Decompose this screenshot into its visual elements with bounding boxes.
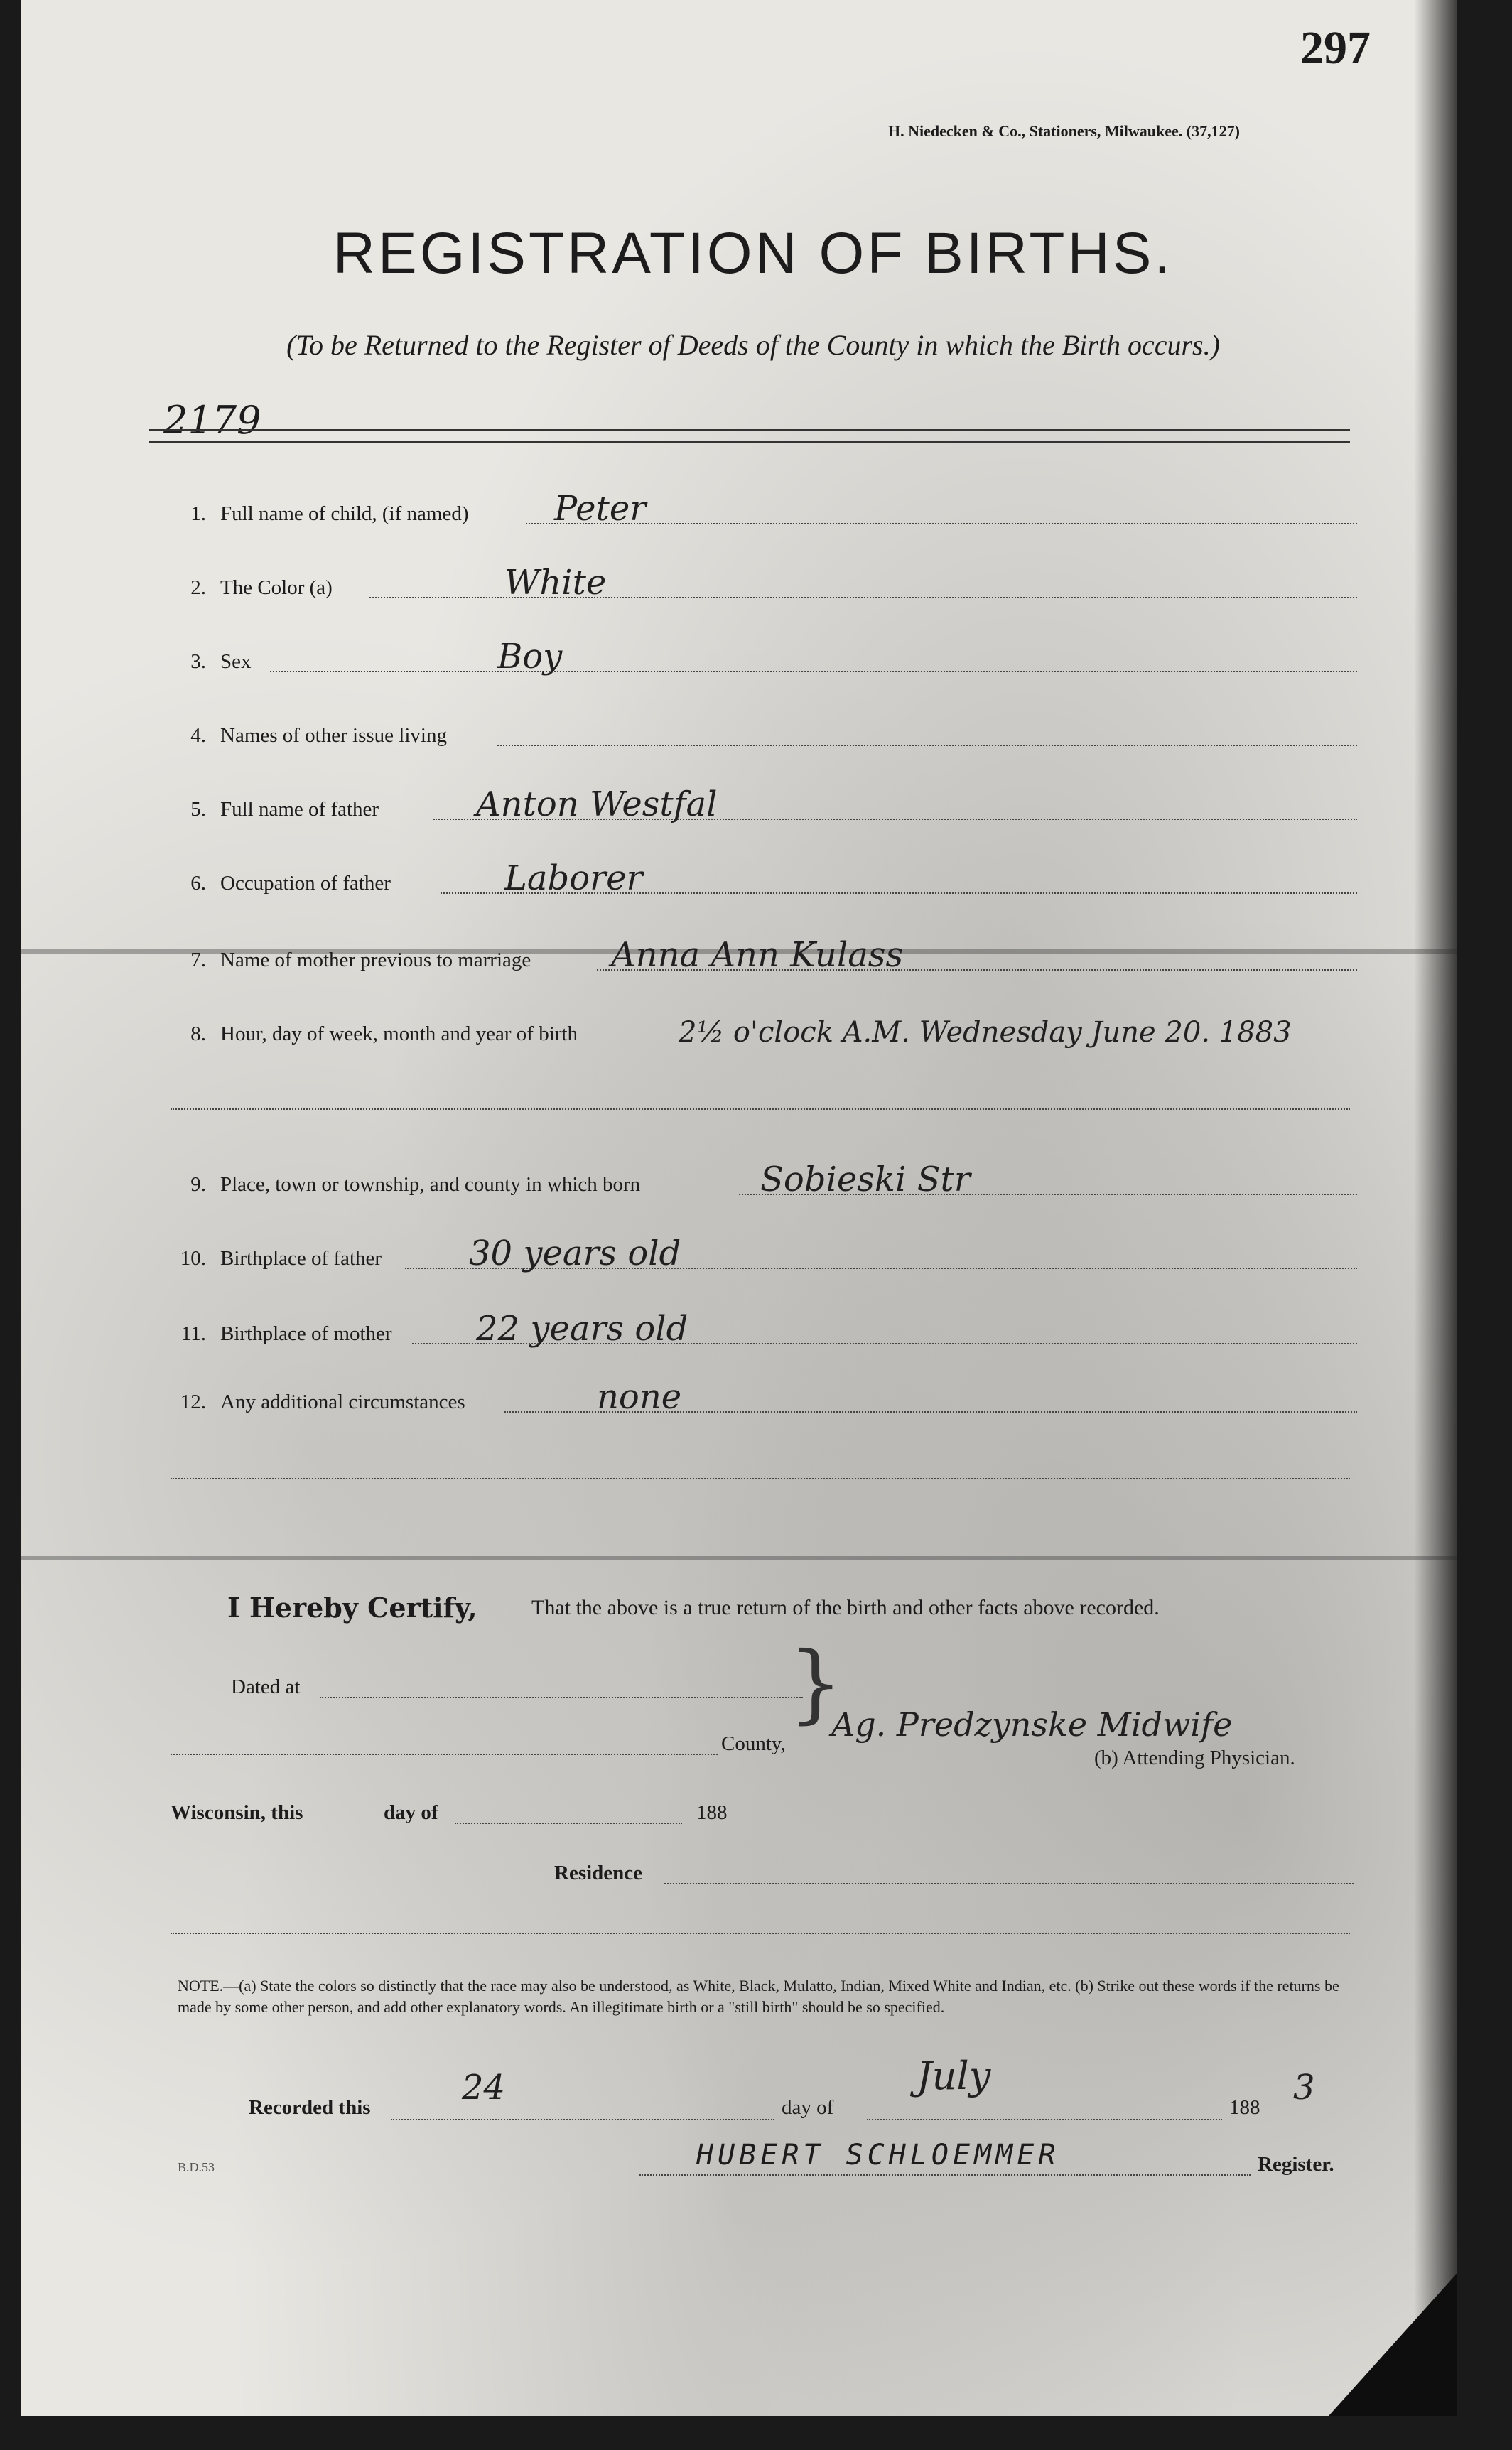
field-row-mother-birthplace	[156, 1310, 1357, 1353]
header-rule-top	[149, 429, 1350, 431]
form-title: REGISTRATION OF BIRTHS.	[333, 221, 1174, 286]
field-label: Full name of father	[220, 798, 379, 821]
residence-continuation-line	[171, 1933, 1350, 1934]
wisconsin-label: Wisconsin, this	[171, 1801, 303, 1824]
recorded-day-line	[391, 2119, 774, 2120]
field-row-birth-time	[156, 1010, 1357, 1053]
field-number: 4.	[190, 724, 206, 747]
residence-label: Residence	[554, 1862, 643, 1884]
field-row-other-issue	[156, 712, 1357, 755]
field-value-birth-time: 2½ o'clock A.M. Wednesday June 20. 1883	[679, 1016, 1292, 1049]
field-number: 5.	[190, 798, 206, 821]
recorded-year-suffix: 3	[1293, 2068, 1315, 2108]
field-dotted-line	[526, 523, 1357, 524]
field-label: Hour, day of week, month and year of birth	[220, 1022, 578, 1045]
form-subtitle: (To be Returned to the Register of Deeds of the County in which the Birth occurs.)	[286, 329, 1220, 361]
field-value-mother-birthplace: 22 years old	[476, 1309, 688, 1349]
attending-physician-label: (b) Attending Physician.	[1094, 1747, 1295, 1769]
field-number: 6.	[190, 872, 206, 895]
year-prefix: 188	[696, 1801, 728, 1824]
registration-number: 2179	[163, 398, 261, 443]
field-value-child-name: Peter	[554, 489, 647, 529]
midwife-signature: Ag. Predzynske Midwife	[831, 1705, 1233, 1744]
certify-text: That the above is a true return of the birth and other facts above recorded.	[531, 1596, 1160, 1619]
dated-at-line	[320, 1697, 803, 1698]
field-label: Names of other issue living	[220, 724, 447, 747]
field-label: The Color (a)	[220, 576, 333, 599]
field-value-birth-place: Sobieski Str	[760, 1160, 971, 1199]
month-line	[455, 1823, 682, 1824]
field-label: Birthplace of father	[220, 1247, 382, 1270]
register-line	[639, 2174, 1251, 2176]
field-label: Full name of child, (if named)	[220, 502, 469, 525]
field-label: Birthplace of mother	[220, 1322, 392, 1345]
recorded-month: July	[917, 2054, 991, 2098]
birth-registration-form	[21, 0, 1457, 2416]
register-label: Register.	[1258, 2153, 1334, 2176]
field-dotted-line	[270, 671, 1357, 672]
recorded-month-line	[867, 2119, 1222, 2120]
field-number: 8.	[190, 1022, 206, 1045]
field-value-color: White	[504, 563, 607, 603]
torn-corner	[1329, 2274, 1457, 2416]
field-number: 3.	[190, 650, 206, 673]
county-line	[171, 1754, 718, 1755]
register-name: HUBERT SCHLOEMMER	[696, 2139, 1060, 2171]
field-row-birth-place	[156, 1161, 1357, 1204]
field-dotted-line	[497, 745, 1357, 746]
field-row-color	[156, 564, 1357, 607]
field-value-sex: Boy	[497, 637, 563, 676]
page-number: 297	[1300, 22, 1371, 74]
field-number: 7.	[190, 949, 206, 971]
field-number: 2.	[190, 576, 206, 599]
field-row-child-name	[156, 490, 1357, 533]
field-row-mother-maiden-name	[156, 937, 1357, 979]
field-value-father-occupation: Laborer	[504, 858, 643, 898]
field-number: 10.	[180, 1247, 206, 1270]
field-row-additional	[156, 1378, 1357, 1421]
field-value-father-birthplace: 30 years old	[469, 1234, 681, 1273]
field-number: 1.	[190, 502, 206, 525]
brace-symbol: }	[789, 1634, 843, 1733]
printer-imprint: H. Niedecken & Co., Stationers, Milwaukee. (37,127)	[888, 122, 1240, 140]
continuation-dotted-line	[171, 1108, 1350, 1110]
county-label: County,	[721, 1732, 786, 1755]
residence-line	[664, 1883, 1354, 1884]
field-row-father-name	[156, 786, 1357, 829]
recorded-day-of-label: day of	[782, 2096, 834, 2119]
footnote: NOTE.—(a) State the colors so distinctly that the race may also be understood, as White, Black, Mulatto, Indian, Mixed White and Indian, etc. (b) Strike out these words if the returns be made by some other person, and add other explanatory words. An illegitimate birth or a "still birth" should be so specified.	[178, 1977, 1339, 2016]
continuation-dotted-line	[171, 1478, 1350, 1479]
field-number: 11.	[180, 1322, 206, 1345]
field-label: Occupation of father	[220, 872, 391, 895]
field-row-father-occupation	[156, 860, 1357, 902]
dated-at-label: Dated at	[231, 1675, 301, 1698]
field-value-mother-maiden-name: Anna Ann Kulass	[611, 935, 904, 975]
field-label: Place, town or township, and county in which born	[220, 1173, 641, 1196]
recorded-this-label: Recorded this	[249, 2096, 371, 2119]
field-value-additional: none	[597, 1377, 682, 1417]
day-of-label: day of	[384, 1801, 438, 1824]
recorded-day: 24	[462, 2068, 506, 2108]
field-row-father-birthplace	[156, 1235, 1357, 1278]
fold-line-lower	[21, 1556, 1457, 1560]
field-label: Sex	[220, 650, 252, 673]
recorded-year-prefix: 188	[1229, 2096, 1260, 2119]
field-row-sex	[156, 638, 1357, 681]
field-label: Name of mother previous to marriage	[220, 949, 531, 971]
field-value-father-name: Anton Westfal	[476, 784, 718, 824]
field-number: 12.	[180, 1391, 206, 1413]
page-edge-shadow	[1414, 0, 1457, 2416]
field-label: Any additional circumstances	[220, 1391, 465, 1413]
field-number: 9.	[190, 1173, 206, 1196]
certify-heading: I Hereby Certify,	[227, 1592, 477, 1624]
form-code: B.D.53	[178, 2160, 215, 2174]
header-rule-bottom	[149, 441, 1350, 443]
